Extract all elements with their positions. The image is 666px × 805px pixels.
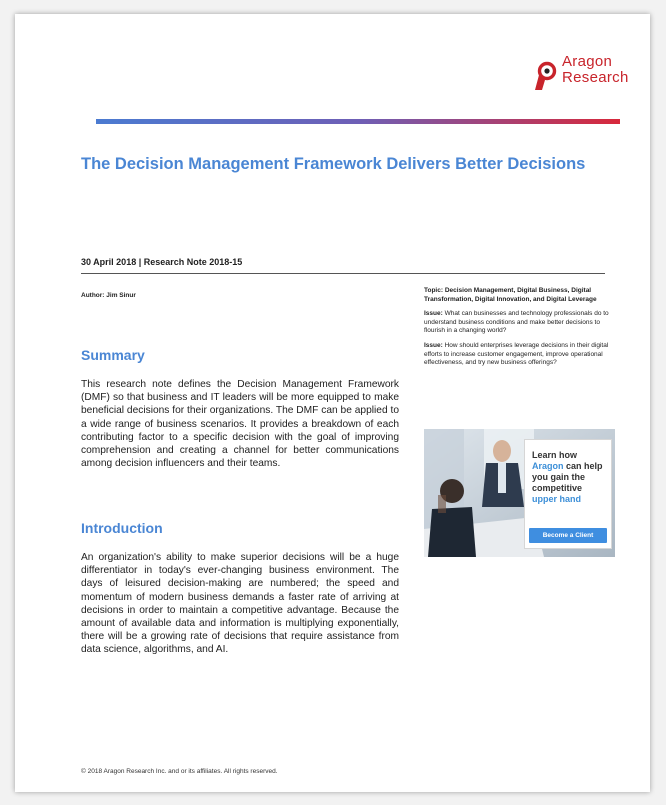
issue-paragraph-2 [424,342,614,368]
header-gradient-bar [96,119,620,124]
issue-label-1: Issue: [424,310,443,318]
aragon-logo-icon [534,61,558,91]
issue-paragraph-1 [424,310,614,336]
summary-heading: Summary [81,347,145,363]
topic-label: Topic: [424,287,444,294]
issue-text-2: How should enterprises leverage decisions in their digital efforts to increase customer engagement, improve operational effectiveness, and try new business offerings? [424,341,609,367]
become-a-client-button[interactable]: Become a Client [529,528,607,543]
issue-text-1: What can businesses and technology professionals do to understand business conditions and make better decisions to flourish in a changing world? [424,310,609,335]
promo-card [524,439,612,549]
promo-text [532,450,608,505]
sidebar-topics [424,287,614,374]
summary-body: This research note defines the Decision Management Framework (DMF) so that business and IT leaders will be more equipped to make beneficial decisions for their organizations. The DMF can be applied to a wide range of business scenarios. It provides a breakdown of each contributing factor to a specific decision with the goal of improving comprehension and creating a channel for better communications among decision influencers and their teams. [81,379,399,470]
logo-word-research: Research [562,69,629,86]
logo-wordmark [562,55,629,85]
topic-text: Decision Management, Digital Business, Digital Transformation, Digital Innovation, and Digital Leverage [424,287,597,303]
issue-label-2: Issue: [424,341,443,349]
promo-line-2: can help you gain the competitive [532,461,603,493]
dateline: 30 April 2018 | Research Note 2018-15 [81,257,243,267]
introduction-heading: Introduction [81,520,163,536]
topic-paragraph [424,287,614,304]
aragon-logo [534,55,634,99]
introduction-body: An organization's ability to make superior decisions will be a huge differentiator in today's ever-changing business environment. The days of leisured decision-making are numbered; the speed and momentum of modern business demands a faster rate of arriving at decisions in order to maintain a competitive advantage. Because the amount of available data and information is multiplying exponentially, there will be a growing rate of decisions that require assistance from data science, algorithms, and AI. [81,552,399,656]
promo-banner[interactable] [424,429,615,557]
document-title: The Decision Management Framework Delivers Better Decisions [81,155,586,173]
divider-rule [81,273,605,274]
logo-word-aragon: Aragon [562,53,613,70]
promo-line-1: Learn how [532,450,578,460]
promo-brand: Aragon [532,461,564,471]
promo-highlight: upper hand [532,494,581,504]
copyright-footer: © 2018 Aragon Research Inc. and or its affiliates. All rights reserved. [81,768,278,775]
author-line: Author: Jim Sinur [81,292,136,299]
